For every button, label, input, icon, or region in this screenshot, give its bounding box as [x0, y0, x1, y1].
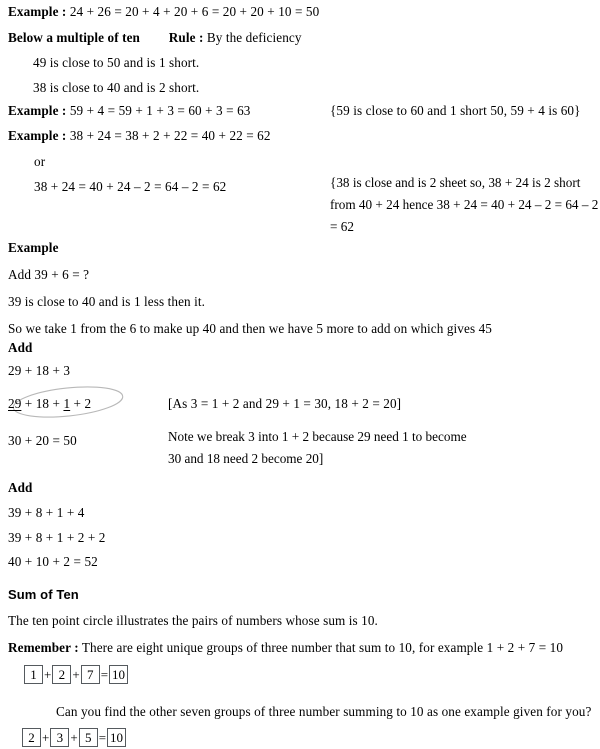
operator-group-2: + 2	[70, 396, 92, 411]
add1-expression-2	[8, 397, 91, 410]
example-expression-1: 24 + 26 = 20 + 4 + 20 + 6 = 20 + 20 + 10 = 50	[69, 4, 320, 19]
boxed-equation-example	[24, 665, 128, 684]
add1-expression-3: 30 + 20 = 50	[8, 433, 77, 448]
example-expression-3: 38 + 24 = 38 + 2 + 22 = 40 + 22 = 62	[69, 128, 271, 143]
number-box-term-2[interactable]: 2	[52, 665, 71, 684]
number-box-term-3[interactable]: 7	[81, 665, 100, 684]
add2-expression-2: 39 + 8 + 1 + 2 + 2	[8, 530, 106, 545]
deficiency-example-49: 49 is close to 50 and is 1 short.	[33, 55, 200, 70]
operator-answer-equals: =	[98, 730, 107, 745]
ten-point-circle-text: The ten point circle illustrates the pairs of numbers whose sum is 10.	[8, 613, 378, 628]
boxed-equation-answer	[22, 728, 126, 747]
rule-label: Rule :	[168, 30, 204, 45]
add-heading-2: Add	[8, 480, 33, 495]
deficiency-example-38: 38 is close to 40 and is 2 short.	[33, 80, 200, 95]
number-box-answer-term-1[interactable]: 2	[22, 728, 41, 747]
operator-plus-2: +	[72, 667, 80, 682]
exercise-question: Can you find the other seven groups of three number summing to 10 as one example given for you?	[56, 704, 592, 719]
example-line-1	[8, 5, 319, 18]
remember-line	[8, 641, 563, 654]
example-label-3: Example :	[8, 128, 67, 143]
question-39-plus-6: Add 39 + 6 = ?	[8, 267, 90, 282]
below-multiple-label: Below a multiple of ten	[8, 30, 140, 45]
number-box-result[interactable]: 10	[109, 665, 128, 684]
add2-expression-1: 39 + 8 + 1 + 4	[8, 505, 85, 520]
number-box-answer-term-2[interactable]: 3	[50, 728, 69, 747]
operator-equals: =	[100, 667, 109, 682]
operator-plus-1: +	[44, 667, 52, 682]
annotation-note-break: Note we break 3 into 1 + 2 because 29 need 1 to become 30 and 18 need 2 become 20]	[168, 429, 467, 466]
number-box-answer-result[interactable]: 10	[107, 728, 126, 747]
add2-expression-3: 40 + 10 + 2 = 52	[8, 554, 98, 569]
explanation-39-close-40: 39 is close to 40 and is 1 less then it.	[8, 294, 206, 309]
example-label-1: Example :	[8, 4, 67, 19]
remember-text: There are eight unique groups of three number that sum to 10, for example 1 + 2 + 7 = 10	[81, 640, 564, 655]
number-box-term-1[interactable]: 1	[24, 665, 43, 684]
example-label-2: Example :	[8, 103, 67, 118]
operator-answer-plus-2: +	[70, 730, 78, 745]
explanation-take-1: So we take 1 from the 6 to make up 40 and then we have 5 more to add on which gives 45	[8, 321, 492, 336]
add-heading-1: Add	[8, 340, 33, 355]
sum-of-ten-heading: Sum of Ten	[8, 587, 79, 602]
term-1: 1	[63, 396, 71, 411]
operator-answer-plus-1: +	[42, 730, 50, 745]
annotation-59-plus-4: {59 is close to 60 and 1 short 50, 59 + 4 is 60}	[330, 103, 581, 118]
annotation-break-3: [As 3 = 1 + 2 and 29 + 1 = 30, 18 + 2 = 20]	[168, 396, 402, 411]
example-heading: Example	[8, 240, 59, 255]
add1-expression-1: 29 + 18 + 3	[8, 363, 71, 378]
example-line-3	[8, 129, 271, 142]
term-29: 29	[8, 396, 22, 411]
alternative-expression: 38 + 24 = 40 + 24 – 2 = 64 – 2 = 62	[34, 179, 227, 194]
example-expression-2: 59 + 4 = 59 + 1 + 3 = 60 + 3 = 63	[69, 103, 251, 118]
operator-group-1: + 18 +	[21, 396, 64, 411]
number-box-answer-term-3[interactable]: 5	[79, 728, 98, 747]
remember-label: Remember :	[8, 640, 79, 655]
or-connector: or	[34, 154, 46, 169]
rule-text: By the deficiency	[206, 30, 302, 45]
example-line-2	[8, 104, 250, 117]
rule-heading-line	[8, 31, 302, 44]
annotation-38-plus-24: {38 is close and is 2 sheet so, 38 + 24 is 2 short from 40 + 24 hence 38 + 24 = 40 + 24 – 2 = 64 – 2 = 62	[330, 175, 599, 234]
